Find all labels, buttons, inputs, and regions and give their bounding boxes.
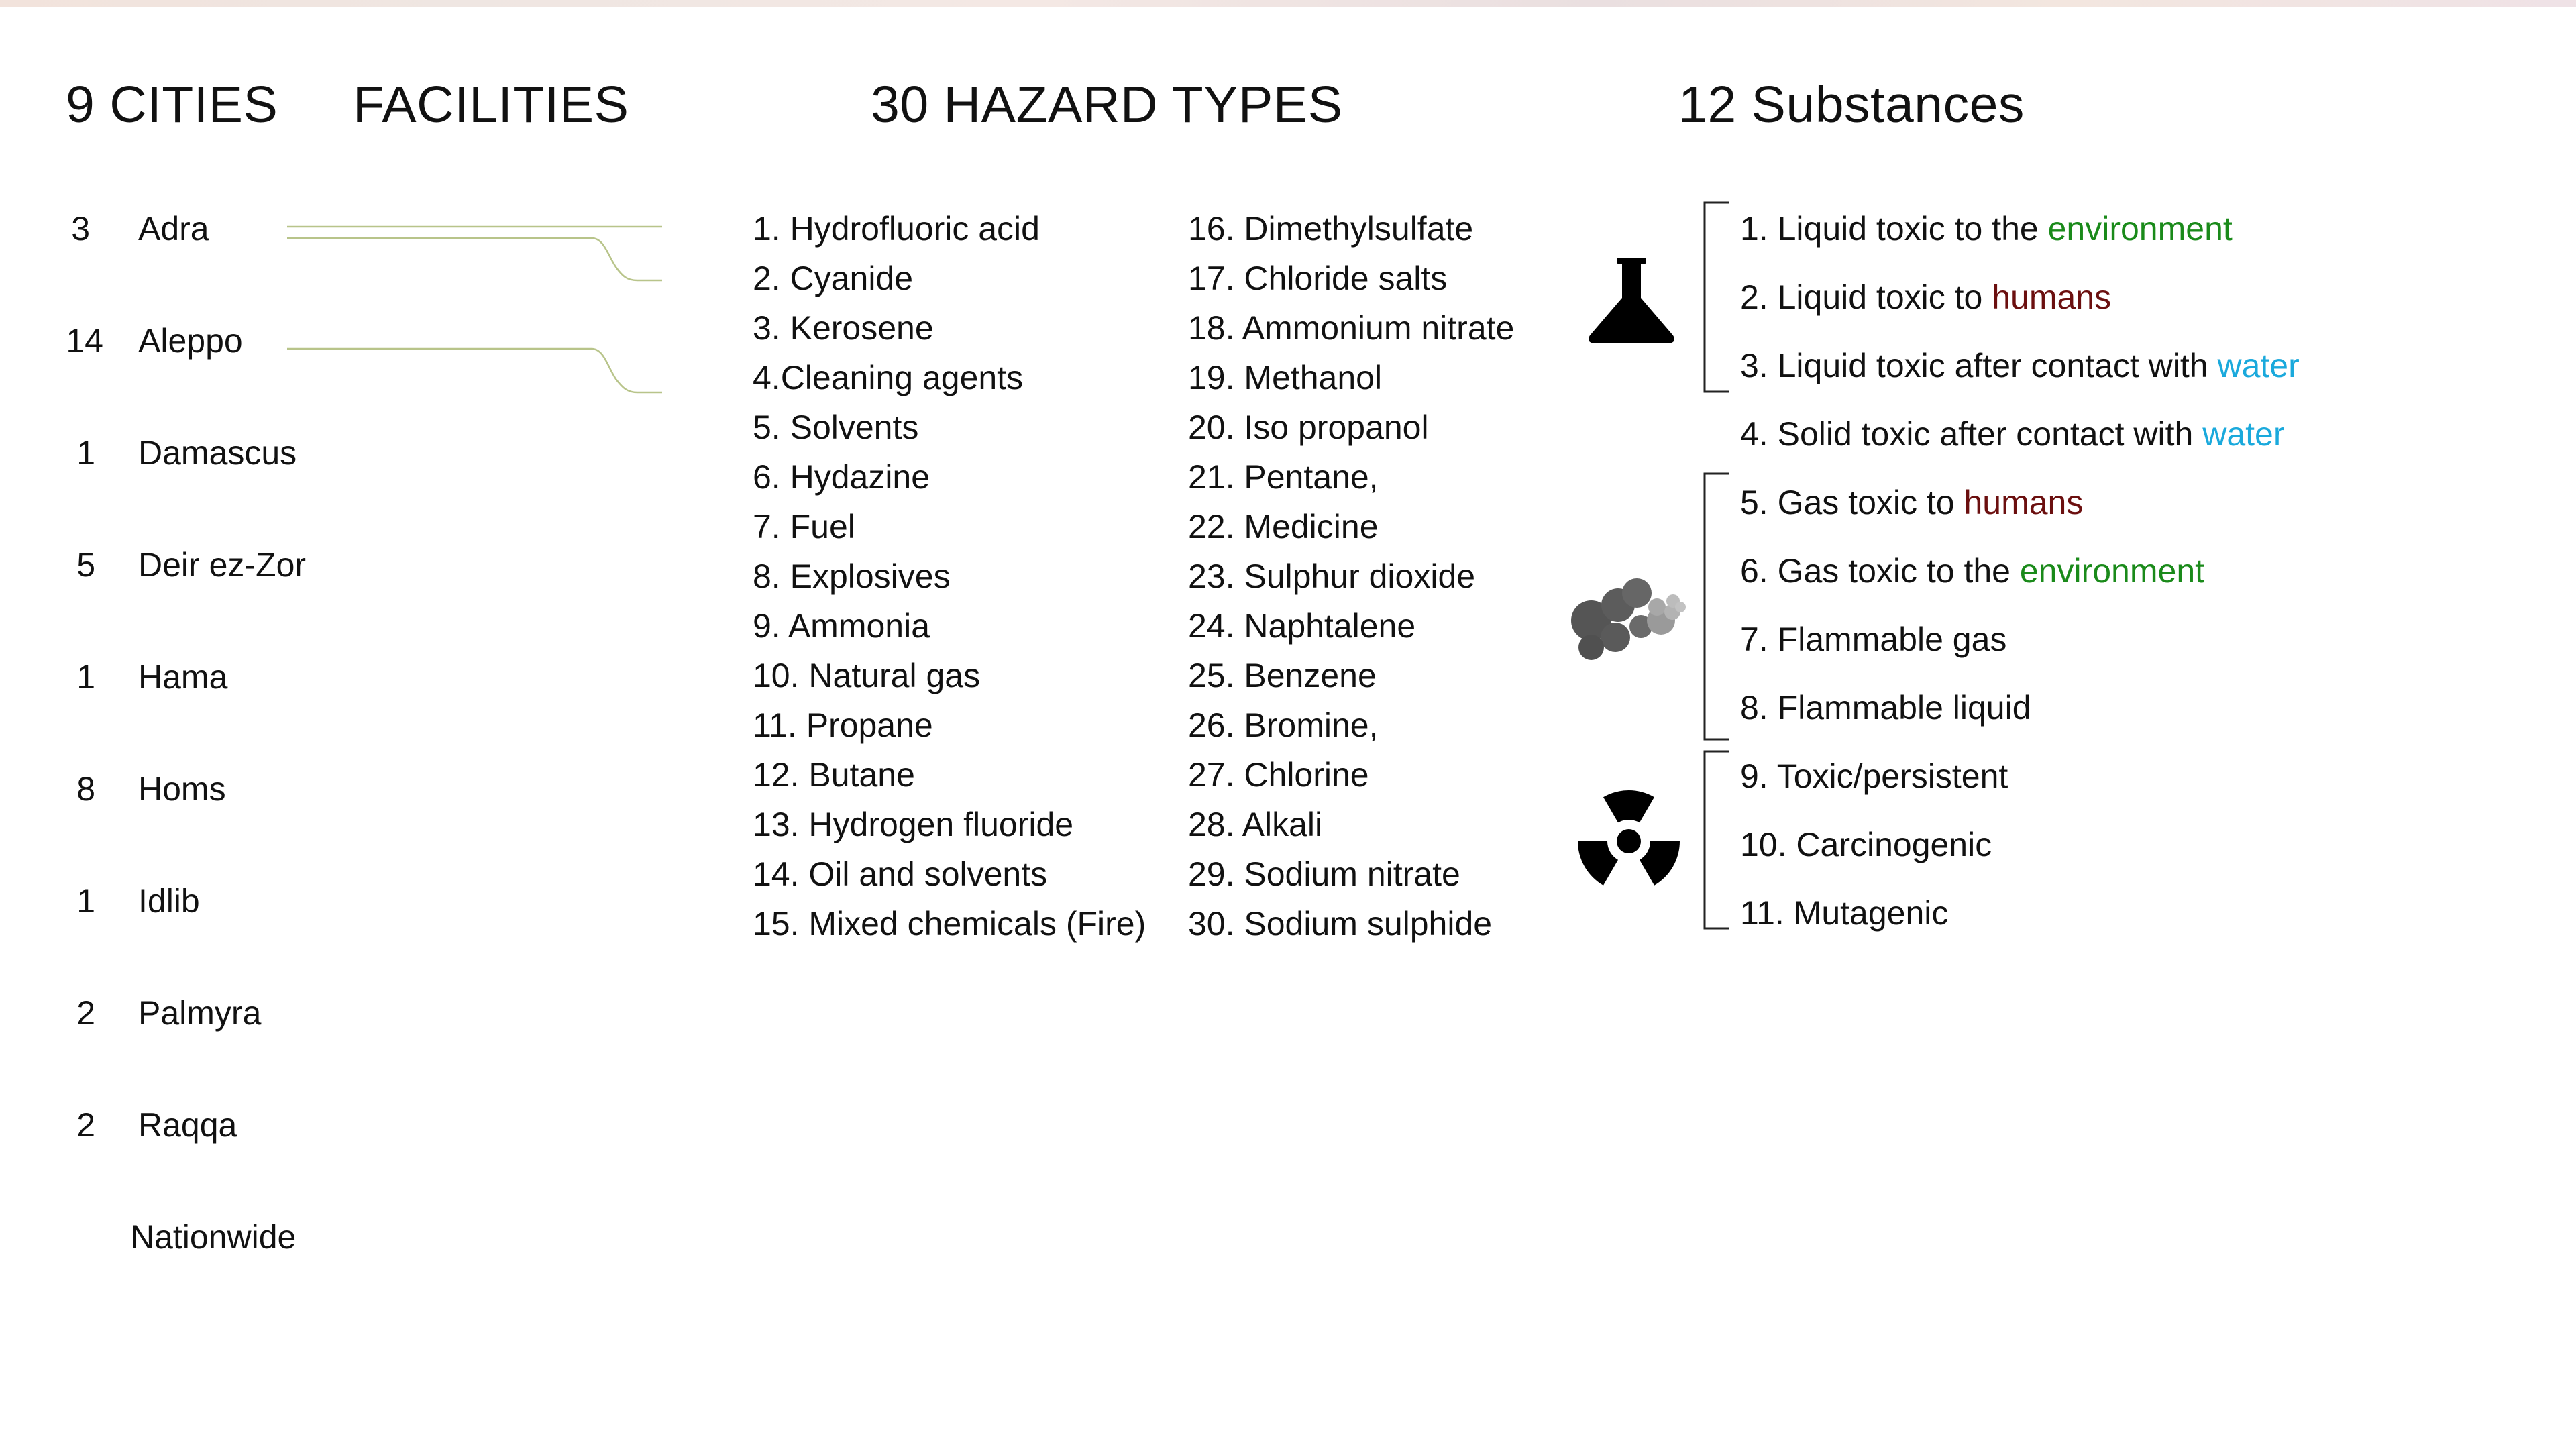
city-count: 8 xyxy=(76,770,95,808)
facility-connector-line xyxy=(287,238,662,280)
radiation-icon xyxy=(1572,790,1686,889)
city-count: 2 xyxy=(76,1106,95,1144)
city-name: Aleppo xyxy=(138,322,243,360)
city-name-nationwide: Nationwide xyxy=(130,1218,297,1256)
city-name: Damascus xyxy=(138,434,297,472)
hazard-item: 7. Fuel xyxy=(753,508,855,545)
substance-text: 3. Liquid toxic after contact with xyxy=(1740,347,2218,384)
heading-cities: 9 CITIES xyxy=(66,76,278,133)
bracket-toxic xyxy=(1705,751,1729,928)
hazard-item: 24. Naphtalene xyxy=(1188,607,1416,645)
substance-text: 7. Flammable gas xyxy=(1740,621,2007,658)
hazard-item: 27. Chlorine xyxy=(1188,756,1369,794)
hazard-item: 11. Propane xyxy=(753,706,933,744)
hazard-item: 30. Sodium sulphide xyxy=(1188,905,1493,943)
hazard-item: 13. Hydrogen fluoride xyxy=(753,806,1074,843)
city-name: Hama xyxy=(138,658,228,696)
city-name: Idlib xyxy=(138,882,200,920)
hazard-item: 2. Cyanide xyxy=(753,260,914,297)
hazard-item: 16. Dimethylsulfate xyxy=(1188,210,1474,248)
substance-text: 9. Toxic/persistent xyxy=(1740,757,2008,795)
substance-highlight: water xyxy=(2202,415,2285,453)
bracket-liquid xyxy=(1705,203,1729,392)
hazard-item: 21. Pentane, xyxy=(1188,458,1379,496)
heading-facilities: FACILITIES xyxy=(353,76,629,133)
city-count: 1 xyxy=(76,658,95,696)
substance-highlight: humans xyxy=(1964,484,2084,521)
hazard-item: 29. Sodium nitrate xyxy=(1188,855,1460,893)
hazard-item: 15. Mixed chemicals (Fire) xyxy=(753,905,1146,943)
city-name: Adra xyxy=(138,210,209,248)
city-count: 1 xyxy=(76,434,95,472)
hazard-item: 17. Chloride salts xyxy=(1188,260,1448,297)
substance-highlight: environment xyxy=(2047,210,2233,248)
hazard-item: 20. Iso propanol xyxy=(1188,409,1429,446)
substance-highlight: environment xyxy=(2019,552,2205,590)
city-count: 3 xyxy=(71,210,90,248)
hazard-item: 23. Sulphur dioxide xyxy=(1188,557,1476,595)
hazard-item: 18. Ammonium nitrate xyxy=(1188,309,1515,347)
city-name: Deir ez-Zor xyxy=(138,546,307,584)
substance-highlight: water xyxy=(2217,347,2300,384)
city-name: Palmyra xyxy=(138,994,262,1032)
facility-connector-line xyxy=(287,349,662,392)
hazard-item: 22. Medicine xyxy=(1188,508,1379,545)
city-count: 14 xyxy=(66,322,103,360)
city-name: Homs xyxy=(138,770,226,808)
substance-text: 2. Liquid toxic to xyxy=(1740,278,1992,316)
hazard-item: 14. Oil and solvents xyxy=(753,855,1048,893)
city-name: Raqqa xyxy=(138,1106,237,1144)
hazard-item: 26. Bromine, xyxy=(1188,706,1379,744)
hazard-item: 10. Natural gas xyxy=(753,657,981,694)
hazard-item: 9. Ammonia xyxy=(753,607,930,645)
hazard-item: 25. Benzene xyxy=(1188,657,1377,694)
hazard-item: 28. Alkali xyxy=(1188,806,1323,843)
hazard-item: 4.Cleaning agents xyxy=(753,359,1024,396)
substance-text: 11. Mutagenic xyxy=(1740,894,1949,932)
hazard-item: 6. Hydazine xyxy=(753,458,930,496)
substance-text: 1. Liquid toxic to the xyxy=(1740,210,2048,248)
heading-substances: 12 Substances xyxy=(1678,76,2025,133)
hazard-item: 1. Hydrofluoric acid xyxy=(753,210,1040,248)
substance-text: 10. Carcinogenic xyxy=(1740,826,1992,863)
city-count: 2 xyxy=(76,994,95,1032)
city-count: 1 xyxy=(76,882,95,920)
hazard-item: 3. Kerosene xyxy=(753,309,934,347)
flask-icon xyxy=(1589,258,1674,343)
hazard-item: 19. Methanol xyxy=(1188,359,1383,396)
hazard-item: 8. Explosives xyxy=(753,557,951,595)
hazard-item: 12. Butane xyxy=(753,756,915,794)
substance-text: 8. Flammable liquid xyxy=(1740,689,2031,727)
hazard-item: 5. Solvents xyxy=(753,409,919,446)
substance-highlight: humans xyxy=(1992,278,2112,316)
substance-text: 4. Solid toxic after contact with xyxy=(1740,415,2203,453)
city-count: 5 xyxy=(76,546,95,584)
gas-cloud-icon xyxy=(1571,578,1686,660)
heading-hazard-types: 30 HAZARD TYPES xyxy=(871,76,1343,133)
bracket-gas xyxy=(1705,474,1729,739)
substance-text: 5. Gas toxic to xyxy=(1740,484,1964,521)
substance-text: 6. Gas toxic to the xyxy=(1740,552,2020,590)
